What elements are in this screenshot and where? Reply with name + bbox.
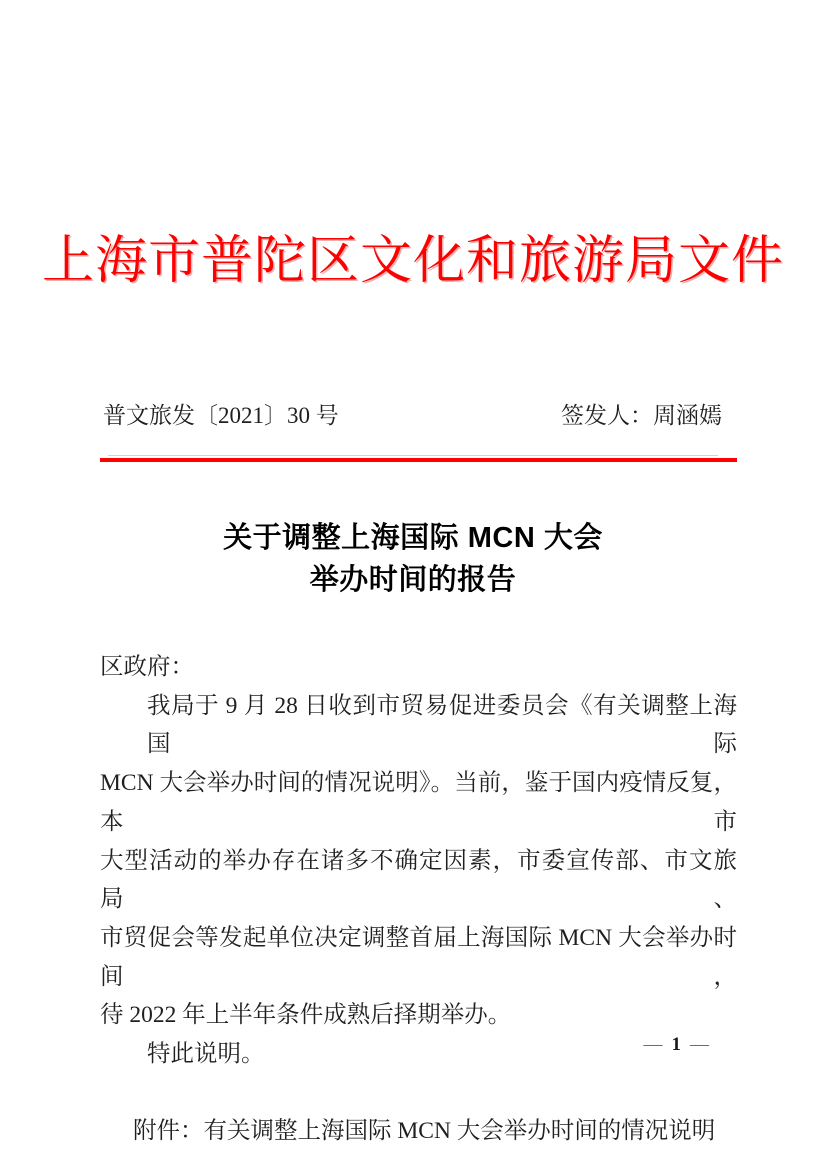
signer-name: 签发人：周涵嫣 (561, 403, 722, 428)
letterhead-divider-rule (100, 458, 737, 462)
attachment-note: 附件：有关调整上海国际 MCN 大会举办时间的情况说明 (133, 1118, 716, 1145)
page-number-footer (635, 1032, 719, 1058)
footer-left-dash: — (643, 1034, 663, 1055)
document-number: 普文旅发〔2021〕30 号 (103, 403, 339, 428)
document-title-line-2: 举办时间的报告 (309, 564, 517, 596)
body-salutation: 区政府： (100, 654, 194, 680)
document-meta-row (100, 400, 737, 432)
document-title (0, 517, 826, 601)
page-number: 1 (671, 1034, 681, 1055)
document-title-line-1: 关于调整上海国际 MCN 大会 (223, 522, 603, 554)
body-line: MCN 大会举办时间的情况说明》。当前，鉴于国内疫情反复，本市 (100, 770, 737, 835)
blank-line-spacer (100, 1074, 737, 1113)
footer-right-dash: — (690, 1034, 709, 1055)
body-closing-line: 特此说明。 (147, 1041, 265, 1068)
document-body (100, 648, 737, 1151)
body-line: 大型活动的举办存在诸多不确定因素，市委宣传部、市文旅局、 (100, 847, 737, 913)
body-line: 我局于 9 月 28 日收到市贸易促进委员会《有关调整上海国际 (147, 692, 737, 758)
letterhead-agency-title: 上海市普陀区文化和旅游局文件 (41, 233, 784, 290)
body-line: 待 2022 年上半年条件成熟后择期举办。 (100, 1002, 512, 1029)
body-line: 市贸促会等发起单位决定调整首届上海国际 MCN 大会举办时间， (100, 924, 737, 990)
